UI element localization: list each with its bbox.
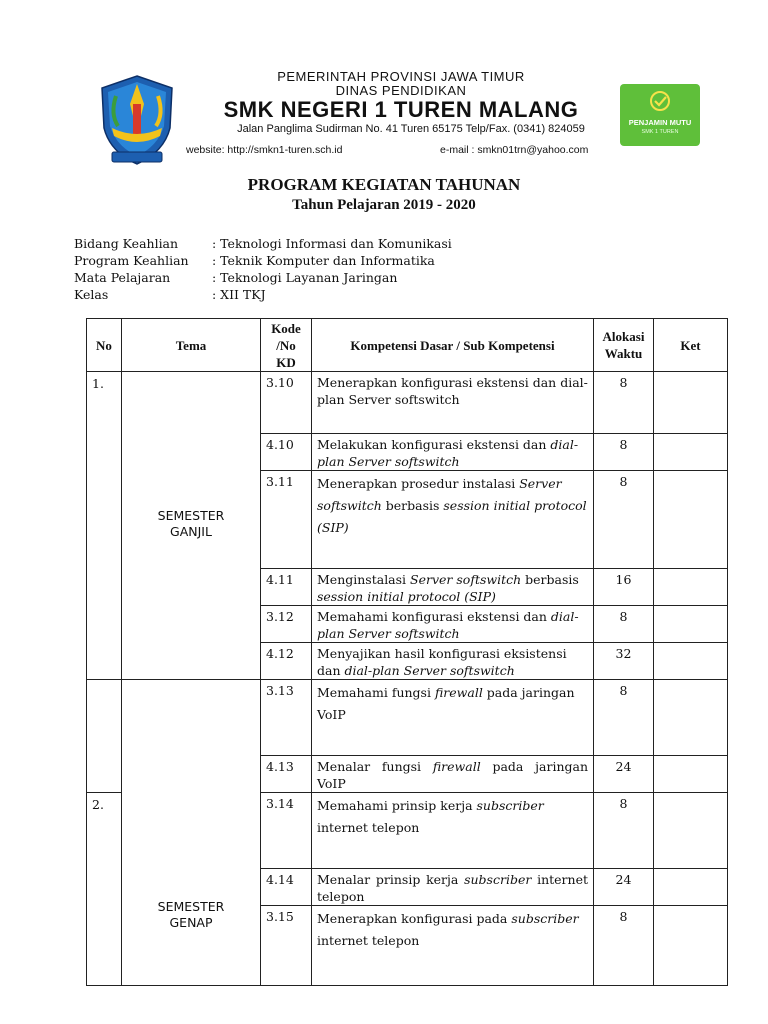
tema-line: GENAP	[169, 915, 213, 930]
ket-cell	[654, 756, 728, 793]
ket-cell	[654, 643, 728, 680]
tema-semester-ganjil	[122, 372, 261, 680]
kompetensi-italic: subscriber	[476, 798, 544, 813]
kompetensi-text	[312, 793, 594, 869]
government-line: PEMERINTAH PROVINSI JAWA TIMUR	[277, 69, 525, 84]
kompetensi-text	[312, 643, 594, 680]
header-alokasi	[594, 319, 654, 372]
ket-cell	[654, 471, 728, 569]
kompetensi-text	[312, 471, 594, 569]
kompetensi-part: Memahami prinsip kerja	[317, 798, 477, 813]
kompetensi-part: Menginstalasi	[317, 572, 411, 587]
kompetensi-text: Menerapkan konfigurasi ekstensi dan dial-plan Server softswitch	[312, 372, 594, 434]
kd-code: 4.13	[261, 756, 312, 793]
header-kode	[261, 319, 312, 372]
table-header-row	[87, 319, 728, 372]
kompetensi-part: internet telepon	[317, 820, 420, 835]
kompetensi-text	[312, 906, 594, 986]
program-table	[86, 318, 728, 986]
alokasi-waktu: 16	[594, 569, 654, 606]
info-label: Mata Pelajaran	[74, 270, 171, 285]
kompetensi-part: internet telepon	[317, 933, 420, 948]
quality-assurance-badge	[620, 84, 700, 146]
alokasi-waktu: 8	[594, 606, 654, 643]
kompetensi-italic: subscriber	[511, 911, 579, 926]
ket-cell	[654, 793, 728, 869]
kompetensi-part: Menalar fungsi	[317, 759, 433, 774]
kompetensi-italic: Server softswitch	[317, 476, 562, 513]
check-circle-icon	[649, 90, 671, 112]
alokasi-waktu: 24	[594, 756, 654, 793]
kompetensi-part: Melakukan konfigurasi ekstensi dan	[317, 437, 551, 452]
letterhead	[90, 70, 702, 168]
east-java-crest-logo	[98, 74, 176, 166]
kompetensi-italic: Server softswitch	[410, 572, 522, 587]
kompetensi-text	[312, 756, 594, 793]
header-ket: Ket	[654, 319, 728, 372]
info-label: Bidang Keahlian	[74, 236, 179, 251]
document-title: PROGRAM KEGIATAN TAHUNAN	[247, 175, 521, 194]
kompetensi-italic: dial-plan Server softswitch	[317, 609, 579, 641]
kompetensi-text	[312, 434, 594, 471]
kompetensi-part: Menyajikan hasil konfigurasi eksistensi dan	[317, 646, 567, 678]
info-label: Program Keahlian	[74, 253, 189, 268]
group-number: 1.	[87, 372, 122, 680]
kd-code: 4.14	[261, 869, 312, 906]
kompetensi-part: pada jaringan VoIP	[317, 685, 575, 722]
kompetensi-italic: session initial protocol (SIP)	[317, 589, 496, 604]
kompetensi-part: Menerapkan konfigurasi pada	[317, 911, 512, 926]
ket-cell	[654, 680, 728, 756]
school-address: Jalan Panglima Sudirman No. 41 Turen 65175 Telp/Fax. (0341) 824059	[237, 123, 585, 135]
school-email: e-mail : smkn01trn@yahoo.com	[440, 144, 589, 156]
header-kode-line: Kode	[271, 320, 301, 336]
group-number: 2.	[87, 793, 122, 986]
empty-no-cell	[87, 680, 122, 793]
ket-cell	[654, 869, 728, 906]
tema-line: SEMESTER	[157, 899, 225, 914]
info-row-kelas	[74, 287, 452, 304]
info-value: : XII TKJ	[212, 287, 266, 302]
kd-code: 4.11	[261, 569, 312, 606]
alokasi-waktu: 8	[594, 680, 654, 756]
school-name: SMK NEGERI 1 TUREN MALANG	[223, 97, 579, 122]
alokasi-waktu: 24	[594, 869, 654, 906]
kd-code: 3.11	[261, 471, 312, 569]
letterhead-text	[186, 70, 616, 136]
department-line: DINAS PENDIDIKAN	[335, 83, 467, 98]
kd-code: 3.15	[261, 906, 312, 986]
kompetensi-part: Menalar prinsip kerja	[317, 872, 465, 887]
ket-cell	[654, 434, 728, 471]
info-value: : Teknologi Informasi dan Komunikasi	[212, 236, 452, 251]
kompetensi-italic: subscriber	[464, 872, 532, 887]
kd-code: 3.12	[261, 606, 312, 643]
kd-code: 3.10	[261, 372, 312, 434]
header-alokasi-line: Waktu	[604, 346, 643, 361]
kompetensi-part: internet telepon	[317, 872, 588, 904]
info-row-bidang	[74, 236, 452, 253]
kd-code: 4.12	[261, 643, 312, 680]
kompetensi-part: pada jaringan VoIP	[317, 759, 589, 791]
kompetensi-text	[312, 606, 594, 643]
school-website: website: http://smkn1-turen.sch.id	[186, 144, 343, 156]
header-kompetensi: Kompetensi Dasar / Sub Kompetensi	[312, 319, 594, 372]
table-row	[87, 680, 728, 756]
kd-code: 4.10	[261, 434, 312, 471]
kompetensi-italic: session initial protocol (SIP)	[317, 498, 587, 535]
kompetensi-part: berbasis	[381, 498, 444, 513]
kompetensi-italic: firewall	[432, 759, 481, 774]
alokasi-waktu: 8	[594, 434, 654, 471]
header-tema: Tema	[122, 319, 261, 372]
info-value: : Teknik Komputer dan Informatika	[212, 253, 435, 268]
kompetensi-italic: firewall	[434, 685, 483, 700]
info-row-program	[74, 253, 452, 270]
header-alokasi-line: Alokasi	[602, 329, 645, 344]
alokasi-waktu: 8	[594, 906, 654, 986]
alokasi-waktu: 8	[594, 793, 654, 869]
info-row-mapel	[74, 270, 452, 287]
ket-cell	[654, 372, 728, 434]
kompetensi-italic: dial-plan Server softswitch	[317, 437, 579, 469]
info-label: Kelas	[74, 287, 109, 302]
kompetensi-part: Menerapkan prosedur instalasi	[317, 476, 520, 491]
tema-semester-genap	[122, 680, 261, 986]
kompetensi-text	[312, 869, 594, 906]
badge-subtitle: SMK 1 TUREN	[641, 129, 679, 135]
kd-code: 3.13	[261, 680, 312, 756]
info-value: : Teknologi Layanan Jaringan	[212, 270, 398, 285]
document-subtitle: Tahun Pelajaran 2019 - 2020	[292, 197, 476, 213]
header-no: No	[87, 319, 122, 372]
badge-title: PENJAMIN MUTU	[628, 118, 692, 127]
alokasi-waktu: 8	[594, 471, 654, 569]
ket-cell	[654, 569, 728, 606]
tema-line: GANJIL	[170, 524, 212, 539]
kompetensi-text	[312, 569, 594, 606]
table-row	[87, 372, 728, 434]
ket-cell	[654, 606, 728, 643]
kompetensi-part: Memahami konfigurasi ekstensi dan	[317, 609, 551, 624]
alokasi-waktu: 8	[594, 372, 654, 434]
kompetensi-part: Memahami fungsi	[317, 685, 435, 700]
kd-code: 3.14	[261, 793, 312, 869]
info-block	[74, 236, 452, 304]
header-kode-line: KD	[276, 354, 296, 370]
ket-cell	[654, 906, 728, 986]
kompetensi-part: berbasis	[521, 572, 579, 587]
header-kode-line: /No	[276, 337, 296, 353]
kompetensi-italic: dial-plan Server softswitch	[344, 663, 515, 678]
alokasi-waktu: 32	[594, 643, 654, 680]
tema-line: SEMESTER	[157, 508, 225, 523]
kompetensi-text	[312, 680, 594, 756]
